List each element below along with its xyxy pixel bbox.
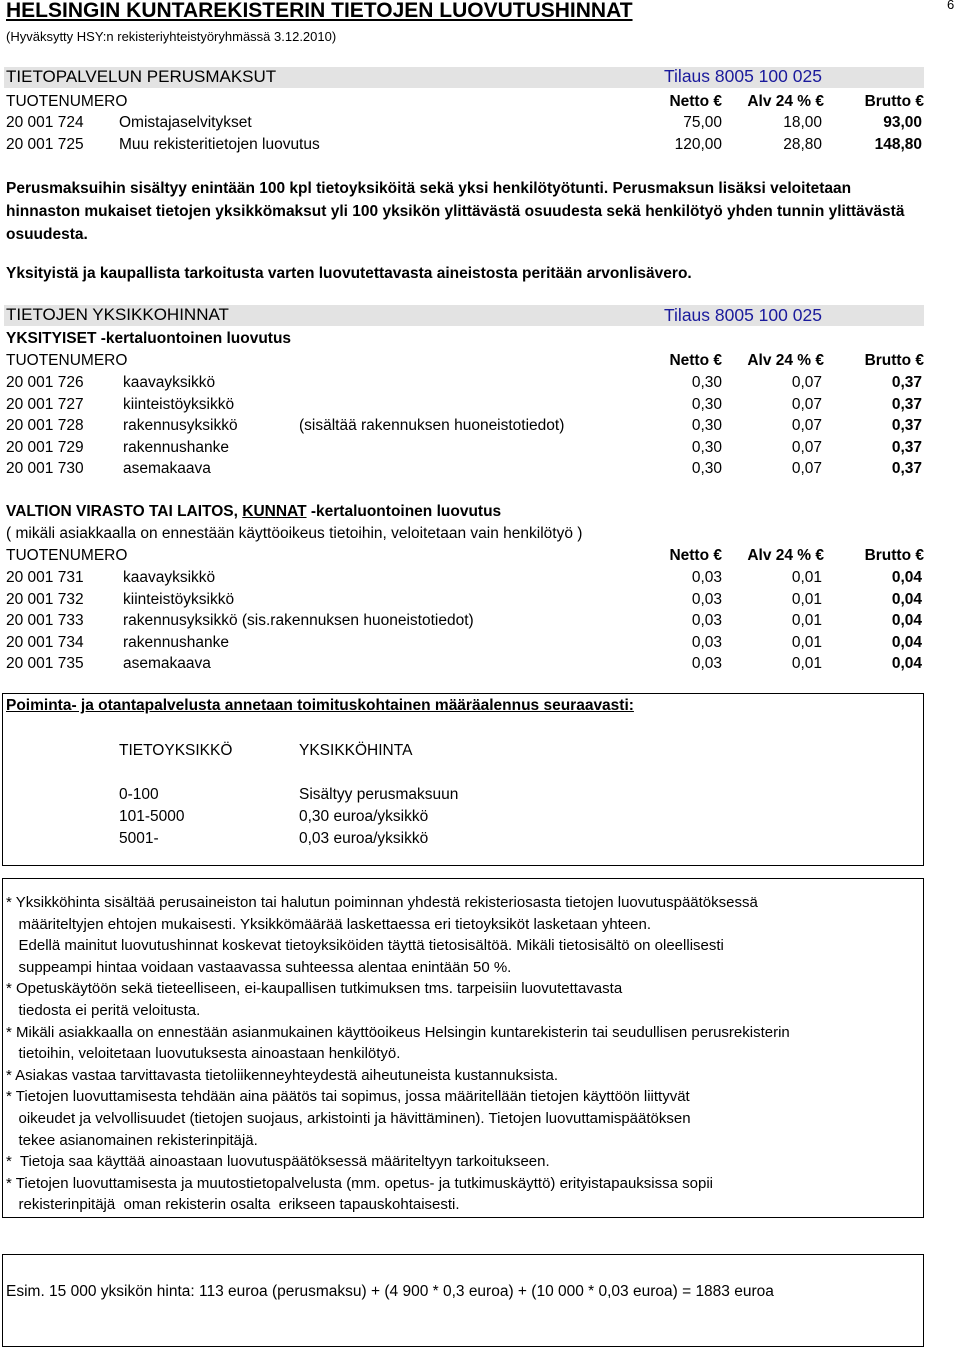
note-line: * Asiakas vastaa tarvittavasta tietoliikenneyhteydestä aiheutuneista kustannuksista. bbox=[6, 1066, 558, 1084]
public-col-gross: Brutto € bbox=[864, 547, 924, 564]
public-title-kunnat: KUNNAT bbox=[242, 503, 307, 520]
note-line: tiedosta ei peritä veloitusta. bbox=[6, 1002, 201, 1019]
row-net: 0,03 bbox=[691, 655, 722, 673]
row-name: kaavayksikkö bbox=[123, 569, 216, 586]
row-vat: 0,01 bbox=[791, 633, 822, 651]
note-line: oikeudet ja velvollisuudet (tietojen suojaus, arkistointi ja hävittäminen). Tietojen luovuttamispäätöksen bbox=[6, 1110, 691, 1127]
public-title-part-c: -kertaluontoinen luovutus bbox=[306, 503, 502, 520]
row-net: 75,00 bbox=[683, 114, 722, 131]
row-net: 0,30 bbox=[691, 438, 722, 456]
row-vat: 0,01 bbox=[791, 655, 822, 673]
row-gross: 0,37 bbox=[891, 395, 922, 413]
discount-title: Poiminta- ja otantapalvelusta annetaan toimituskohtainen määräalennus seuraavasti: bbox=[6, 697, 634, 714]
row-code: 20 001 733 bbox=[6, 612, 84, 630]
note-line: * Opetuskäytöön sekä tieteelliseen, ei-kaupallisen tutkimuksen tms. tarpeisiin luovutettavasta bbox=[6, 980, 623, 998]
row-net: 120,00 bbox=[674, 136, 722, 153]
row-vat: 0,01 bbox=[791, 569, 822, 586]
row-code: 20 001 731 bbox=[6, 569, 84, 586]
row-gross: 0,37 bbox=[891, 438, 922, 456]
note-line: * Tietojen luovuttamisesta tehdään aina päätös tai sopimus, jossa määritellään tietojen käyttöön liittyvät bbox=[6, 1088, 690, 1106]
row-vat: 0,07 bbox=[791, 374, 822, 391]
row-vat: 0,07 bbox=[791, 438, 822, 456]
discount-range: 101-5000 bbox=[119, 808, 185, 825]
row-gross: 0,04 bbox=[891, 569, 922, 586]
row-vat: 0,01 bbox=[791, 612, 822, 630]
basic-col-gross: Brutto € bbox=[864, 93, 924, 110]
row-net: 0,30 bbox=[691, 395, 722, 413]
private-col-vat: Alv 24 % € bbox=[747, 352, 824, 369]
discount-price: 0,30 euroa/yksikkö bbox=[299, 808, 429, 825]
row-gross: 93,00 bbox=[883, 114, 922, 131]
row-name: kiinteistöyksikkö bbox=[123, 395, 235, 413]
row-code: 20 001 735 bbox=[6, 655, 84, 673]
row-name: rakennusyksikkö (sis.rakennuksen huoneistotiedot) bbox=[123, 612, 474, 630]
row-net: 0,30 bbox=[691, 374, 722, 391]
discount-col-price: YKSIKKÖHINTA bbox=[299, 742, 413, 759]
row-gross: 0,04 bbox=[891, 655, 922, 673]
row-code: 20 001 730 bbox=[6, 460, 84, 478]
row-gross: 0,37 bbox=[891, 374, 922, 391]
row-code: 20 001 734 bbox=[6, 633, 84, 651]
row-vat: 28,80 bbox=[783, 136, 822, 153]
note-line: * Mikäli asiakkaalla on ennestään asianmukainen käyttöoikeus Helsingin kuntarekisterin tai seudullisen perusrekisterin bbox=[6, 1023, 790, 1041]
row-net: 0,03 bbox=[691, 569, 722, 586]
row-gross: 0,04 bbox=[891, 633, 922, 651]
row-vat: 0,07 bbox=[791, 395, 822, 413]
note-line: rekisterinpitäjä oman rekisterin osalta erikseen tapauskohtaisesti. bbox=[6, 1196, 460, 1214]
discount-price: 0,03 euroa/yksikkö bbox=[299, 830, 429, 847]
row-gross: 0,04 bbox=[891, 590, 922, 608]
public-col-net: Netto € bbox=[669, 547, 722, 564]
note-line: tietoihin, veloitetaan luovutuksesta ainoastaan henkilötyö. bbox=[6, 1045, 401, 1063]
row-note: (sisältää rakennuksen huoneistotiedot) bbox=[299, 417, 565, 435]
row-code: 20 001 725 bbox=[6, 136, 84, 153]
row-net: 0,03 bbox=[691, 633, 722, 651]
document-subtitle: (Hyväksytty HSY:n rekisteriyhteistyöryhmässä 3.12.2010) bbox=[6, 29, 337, 44]
page-number: 6 bbox=[947, 0, 955, 12]
row-vat: 0,07 bbox=[791, 460, 822, 478]
basic-col-net: Netto € bbox=[669, 93, 722, 110]
row-name: asemakaava bbox=[123, 655, 211, 673]
row-gross: 0,37 bbox=[891, 460, 922, 478]
basic-section-title: TIETOPALVELUN PERUSMAKSUT bbox=[6, 67, 277, 86]
row-vat: 18,00 bbox=[783, 114, 822, 131]
row-gross: 0,37 bbox=[891, 417, 922, 435]
row-code: 20 001 729 bbox=[6, 438, 84, 456]
private-col-code: TUOTENUMERO bbox=[6, 352, 128, 369]
public-title bbox=[6, 503, 501, 521]
row-code: 20 001 732 bbox=[6, 590, 84, 608]
row-name: kiinteistöyksikkö bbox=[123, 590, 235, 608]
public-title-part-a: VALTION VIRASTO TAI LAITOS, bbox=[6, 503, 243, 520]
row-name: rakennushanke bbox=[123, 633, 229, 651]
row-code: 20 001 728 bbox=[6, 417, 84, 435]
row-code: 20 001 726 bbox=[6, 374, 84, 391]
public-subtitle: ( mikäli asiakkaalla on ennestään käyttöoikeus tietoihin, veloitetaan vain henkilötyö ) bbox=[6, 525, 583, 542]
public-col-vat: Alv 24 % € bbox=[747, 547, 824, 564]
document-title: HELSINGIN KUNTAREKISTERIN TIETOJEN LUOVUTUSHINNAT bbox=[6, 0, 633, 22]
row-net: 0,30 bbox=[691, 460, 722, 478]
row-name: rakennusyksikkö bbox=[123, 417, 238, 435]
row-name: Omistajaselvitykset bbox=[119, 114, 252, 131]
row-name: kaavayksikkö bbox=[123, 374, 216, 391]
row-net: 0,03 bbox=[691, 590, 722, 608]
note-line: suppeampi hintaa voidaan vastaavassa suhteessa alentaa enintään 50 %. bbox=[6, 958, 512, 976]
basic-col-code: TUOTENUMERO bbox=[6, 93, 128, 110]
row-name: rakennushanke bbox=[123, 438, 229, 456]
row-net: 0,03 bbox=[691, 612, 722, 630]
vat-paragraph: Yksityistä ja kaupallista tarkoitusta varten luovutettavasta aineistosta peritään arvonlisävero. bbox=[6, 265, 692, 282]
row-name: Muu rekisteritietojen luovutus bbox=[119, 136, 320, 153]
note-line: * Tietoja saa käyttää ainoastaan luovutuspäätöksessä määriteltyyn tarkoitukseen. bbox=[6, 1153, 550, 1171]
private-title: YKSITYISET -kertaluontoinen luovutus bbox=[6, 330, 292, 347]
basic-col-vat: Alv 24 % € bbox=[747, 93, 824, 110]
basic-fee-paragraph: Perusmaksuihin sisältyy enintään 100 kpl tietoyksiköitä sekä yksi henkilötyötunti. Perusmaksun lisäksi veloitetaan hinnaston mukaiset tietojen yksikkömaksut yli 100 yksikön ylittävästä osuudesta sekä henkilötyö yhden tunnin ylittävästä osuudesta. bbox=[6, 180, 905, 243]
row-code: 20 001 727 bbox=[6, 395, 84, 413]
note-line: * Tietojen luovuttamisesta ja muutostietopalvelusta (mm. opetus- ja tutkimuskäyttö) erityistapauksissa sopii bbox=[6, 1174, 713, 1192]
discount-range: 5001- bbox=[119, 830, 159, 847]
example-text: Esim. 15 000 yksikön hinta: 113 euroa (perusmaksu) + (4 900 * 0,3 euroa) + (10 000 * 0,03 euroa) = 1883 euroa bbox=[6, 1283, 774, 1300]
basic-order-number: Tilaus 8005 100 025 bbox=[664, 66, 822, 86]
note-line: * Yksikköhinta sisältää perusaineiston tai halutun poiminnan yhdestä rekisteriosasta tietojen luovutuspäätöksessä bbox=[6, 894, 758, 911]
row-vat: 0,07 bbox=[791, 417, 822, 435]
private-col-net: Netto € bbox=[669, 352, 722, 369]
row-gross: 148,80 bbox=[874, 136, 922, 153]
discount-col-units: TIETOYKSIKKÖ bbox=[119, 742, 233, 759]
note-line: määriteltyjen ehtojen mukaisesti. Yksikkömäärää laskettaessa eri tietoyksiköt lasketaan yhteen. bbox=[6, 915, 652, 933]
note-line: Edellä mainitut luovutushinnat koskevat tietoyksiköiden täyttä tietosisältöä. Mikäli tietosisältö on oleellisesti bbox=[6, 937, 724, 955]
row-code: 20 001 724 bbox=[6, 114, 84, 131]
public-col-code: TUOTENUMERO bbox=[6, 547, 128, 564]
row-gross: 0,04 bbox=[891, 612, 922, 630]
row-net: 0,30 bbox=[691, 417, 722, 435]
unit-section-title: TIETOJEN YKSIKKOHINNAT bbox=[6, 305, 229, 324]
discount-price: Sisältyy perusmaksuun bbox=[299, 786, 459, 803]
row-name: asemakaava bbox=[123, 460, 211, 478]
unit-order-number: Tilaus 8005 100 025 bbox=[664, 305, 822, 325]
discount-range: 0-100 bbox=[119, 786, 159, 803]
note-line: tekee asianomainen rekisterinpitäjä. bbox=[6, 1131, 258, 1149]
row-vat: 0,01 bbox=[791, 590, 822, 608]
private-col-gross: Brutto € bbox=[864, 352, 924, 369]
